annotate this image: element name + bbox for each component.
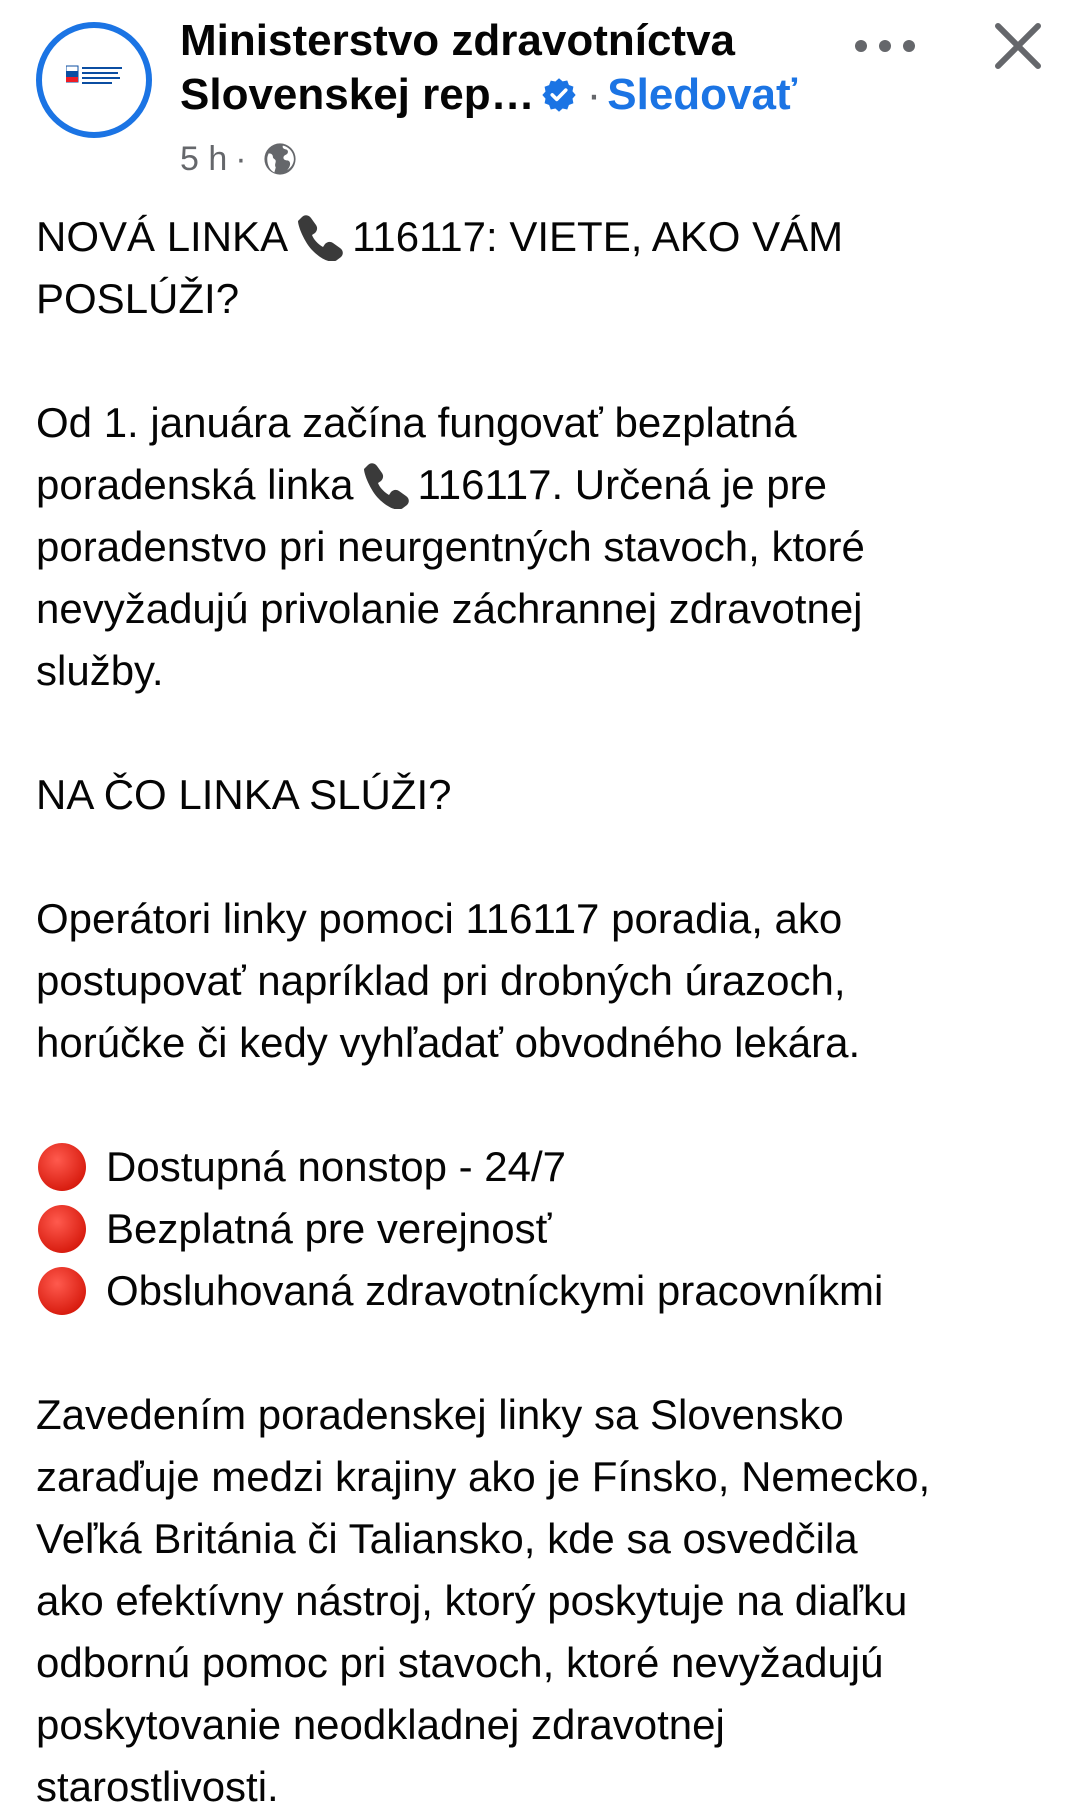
list-item bbox=[36, 1198, 1056, 1260]
post-header bbox=[0, 0, 1080, 190]
follow-button[interactable]: Sledovať bbox=[607, 70, 798, 119]
meta-separator: · bbox=[235, 140, 247, 178]
verified-badge-icon bbox=[541, 76, 577, 112]
text-line: poradenstvo pri neurgentných stavoch, ktoré bbox=[36, 523, 865, 570]
bullet-text: Obsluhovaná zdravotníckymi pracovníkmi bbox=[106, 1267, 884, 1314]
author-name-line1[interactable]: Ministerstvo zdravotníctva bbox=[180, 16, 736, 65]
post-title bbox=[36, 206, 1056, 330]
text-line: horúčke či kedy vyhľadať obvodného lekára. bbox=[36, 1019, 861, 1066]
text-line: starostlivosti. bbox=[36, 1763, 279, 1810]
red-circle-icon bbox=[36, 1265, 88, 1317]
post-meta bbox=[180, 134, 297, 184]
red-circle-icon bbox=[36, 1141, 88, 1193]
text-line: postupovať napríklad pri drobných úrazoch, bbox=[36, 957, 846, 1004]
author-name-line2[interactable]: Slovenskej rep… bbox=[180, 70, 535, 119]
red-circle-icon bbox=[36, 1203, 88, 1255]
text-line: ako efektívny nástroj, ktorý poskytuje na diaľku bbox=[36, 1577, 908, 1624]
title-line2: POSLÚŽI? bbox=[36, 275, 240, 322]
text-line: 116117. Určená je pre bbox=[417, 461, 827, 508]
paragraph-conclusion bbox=[36, 1384, 1056, 1818]
text-line: zaraďuje medzi krajiny ako je Fínsko, Nemecko, bbox=[36, 1453, 931, 1500]
paragraph-services bbox=[36, 888, 1056, 1074]
post-author bbox=[180, 14, 820, 122]
globe-icon bbox=[263, 142, 297, 176]
text-line: nevyžadujú privolanie záchrannej zdravotnej bbox=[36, 585, 863, 632]
text-line: Operátori linky pomoci 116117 poradia, ako bbox=[36, 895, 843, 942]
close-icon[interactable] bbox=[988, 16, 1048, 76]
bullet-text: Dostupná nonstop - 24/7 bbox=[106, 1143, 566, 1190]
text-line: Zavedením poradenskej linky sa Slovensko bbox=[36, 1391, 844, 1438]
list-item bbox=[36, 1136, 1056, 1198]
title-part2: 116117: VIETE, AKO VÁM bbox=[352, 213, 844, 260]
more-options-icon[interactable] bbox=[850, 26, 920, 66]
telephone-receiver-icon bbox=[292, 211, 348, 261]
paragraph-intro bbox=[36, 392, 1056, 702]
post-timestamp[interactable]: 5 h bbox=[180, 140, 228, 178]
telephone-receiver-icon bbox=[358, 459, 414, 509]
list-item bbox=[36, 1260, 1056, 1322]
title-part1: NOVÁ LINKA bbox=[36, 213, 289, 260]
section-heading: NA ČO LINKA SLÚŽI? bbox=[36, 771, 452, 818]
text-line: poskytovanie neodkladnej zdravotnej bbox=[36, 1701, 725, 1748]
header-separator: · bbox=[586, 70, 602, 119]
text-line: Od 1. januára začína fungovať bezplatná bbox=[36, 399, 797, 446]
bullet-list bbox=[36, 1136, 1056, 1322]
text-line: Veľká Británia či Taliansko, kde sa osvedčila bbox=[36, 1515, 858, 1562]
page-avatar[interactable] bbox=[36, 22, 152, 138]
bullet-text: Bezplatná pre verejnosť bbox=[106, 1205, 552, 1252]
text-line: poradenská linka bbox=[36, 461, 354, 508]
text-line: služby. bbox=[36, 647, 164, 694]
post-text bbox=[36, 206, 1056, 1818]
ministry-logo-icon bbox=[66, 64, 126, 98]
text-line: odbornú pomoc pri stavoch, ktoré nevyžadujú bbox=[36, 1639, 884, 1686]
